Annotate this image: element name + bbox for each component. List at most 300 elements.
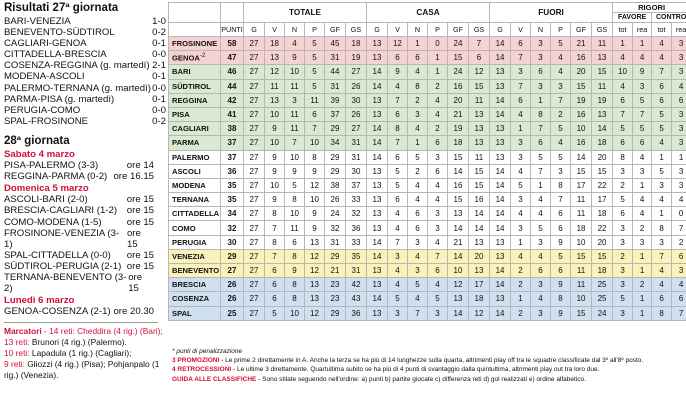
fixture-time: ore 15 (126, 194, 154, 206)
column-header: GF (325, 23, 346, 37)
stat-cell: 7 (511, 51, 531, 65)
result-score: 2-1 (152, 60, 166, 72)
stat-cell: 10 (571, 122, 592, 136)
column-header: P (551, 23, 571, 37)
stat-cell: 2 (613, 249, 633, 263)
stat-cell: 6 (551, 264, 571, 278)
column-header: P (428, 23, 448, 37)
stat-cell: 16 (469, 193, 490, 207)
stat-cell: 11 (571, 278, 592, 292)
stat-cell: 4 (428, 193, 448, 207)
result-match: BENEVENTO-SÜDTIROL (4, 27, 115, 39)
stat-cell: 6 (388, 51, 408, 65)
stat-cell: 15 (571, 164, 592, 178)
stat-cell: 13 (490, 136, 511, 150)
stat-cell: 7 (672, 306, 686, 320)
scorers-line-1: - 14 reti: Cheddira (4 rig.) (Bari); (41, 326, 163, 337)
team-label: BENEVENTO (172, 266, 220, 276)
stat-cell: 1 (531, 178, 551, 192)
stat-cell: 9 (285, 51, 305, 65)
stat-cell: 39 (325, 93, 346, 107)
fixture-match: REGGINA-PARMA (0-2) (4, 171, 108, 183)
stat-cell: 23 (325, 278, 346, 292)
stat-cell: 27 (244, 235, 265, 249)
stat-cell: 31 (346, 136, 367, 150)
stat-cell: 3 (428, 207, 448, 221)
stat-cell: 3 (388, 249, 408, 263)
points-cell: 42 (221, 93, 244, 107)
column-header: N (285, 23, 305, 37)
team-name (169, 278, 221, 292)
scorers-line-3-label: 10 reti: (4, 348, 30, 359)
stat-cell: 9 (305, 207, 325, 221)
stat-cell: 1 (633, 178, 652, 192)
fixture-row (4, 250, 168, 261)
result-row (4, 16, 168, 27)
stat-cell: 14 (490, 93, 511, 107)
stat-cell: 27 (244, 93, 265, 107)
stat-cell: 3 (672, 164, 686, 178)
table-row (169, 65, 686, 79)
stat-cell: 14 (367, 79, 388, 93)
contro-header: CONTRO (655, 14, 686, 21)
stat-cell: 9 (265, 164, 285, 178)
stat-cell: 15 (469, 164, 490, 178)
stat-cell: 4 (633, 193, 652, 207)
column-header: rea (633, 23, 652, 37)
stat-cell: 15 (571, 79, 592, 93)
stat-cell: 29 (325, 306, 346, 320)
stat-cell: 1 (633, 37, 652, 51)
stat-cell: 14 (367, 249, 388, 263)
result-match: PALERMO-TERNANA (g. martedì) (4, 82, 151, 94)
stat-cell: 3 (511, 193, 531, 207)
result-row (4, 94, 168, 105)
stat-cell: 5 (388, 292, 408, 306)
stat-cell: 8 (285, 278, 305, 292)
stat-cell: 7 (265, 249, 285, 263)
stat-cell: 9 (551, 278, 571, 292)
result-score: 0-1 (152, 71, 166, 83)
team-name (169, 249, 221, 263)
stat-cell: 5 (551, 37, 571, 51)
result-match: MODENA-ASCOLI (4, 71, 85, 83)
stat-cell: 3 (633, 79, 652, 93)
stat-cell: 4 (428, 235, 448, 249)
fixture-match: SPAL-CITTADELLA (0-0) (4, 249, 111, 261)
stat-cell: 27 (244, 292, 265, 306)
table-row (169, 221, 686, 235)
stat-cell: 4 (531, 207, 551, 221)
table-row (169, 164, 686, 178)
rigori-header: RIGORI FAVORE CONTRO (613, 3, 686, 23)
team-label: TERNANA (172, 195, 210, 205)
scorers-line-4: Gliozzi (4 rig.) (Pisa); Pohjanpalo (1 rig.) (Venezia). (4, 359, 160, 381)
stat-cell: 27 (244, 306, 265, 320)
relegation-text: - Le ultime 3 direttamente. Quartultima subito se ha più di 4 punti di svantaggio dalla quintultima, altrimenti play out tra loro due. (231, 366, 600, 374)
stat-cell: 5 (388, 178, 408, 192)
stat-cell: 11 (469, 150, 490, 164)
column-header: GS (346, 23, 367, 37)
stat-cell: 6 (305, 107, 325, 121)
stat-cell: 6 (469, 51, 490, 65)
stat-cell: 2 (511, 306, 531, 320)
penalty-note: * punti di penalizzazione (172, 348, 243, 355)
stat-cell: 9 (305, 221, 325, 235)
result-score: 0-0 (152, 104, 166, 116)
stat-cell: 5 (652, 122, 672, 136)
team-label: BARI (172, 67, 191, 77)
stat-cell: 6 (551, 207, 571, 221)
stat-cell: 38 (325, 178, 346, 192)
fixture-row (4, 205, 168, 216)
stat-cell: 19 (346, 51, 367, 65)
team-label: COSENZA (172, 294, 210, 304)
fuori-header: FUORI (490, 3, 613, 23)
stat-cell: 3 (672, 51, 686, 65)
stat-cell: 27 (244, 79, 265, 93)
stat-cell: 3 (511, 136, 531, 150)
result-score: 0-2 (152, 27, 166, 39)
stat-cell: 14 (490, 107, 511, 121)
stat-cell: 13 (367, 107, 388, 121)
stat-cell: 4 (652, 264, 672, 278)
stat-cell: 27 (244, 136, 265, 150)
stat-cell: 27 (244, 107, 265, 121)
stat-cell: 4 (613, 79, 633, 93)
totale-header: TOTALE (244, 3, 367, 23)
stat-cell: 9 (633, 65, 652, 79)
stat-cell: 4 (285, 37, 305, 51)
stat-cell: 25 (592, 292, 613, 306)
stat-cell: 1 (633, 292, 652, 306)
stat-cell: 6 (408, 207, 428, 221)
column-header: GF (571, 23, 592, 37)
standings-table-wrapper (168, 2, 686, 321)
stat-cell: 3 (551, 79, 571, 93)
stat-cell: 31 (325, 235, 346, 249)
result-score: 0-0 (152, 49, 166, 61)
stat-cell: 14 (490, 37, 511, 51)
stat-cell: 4 (388, 278, 408, 292)
stat-cell: 5 (531, 150, 551, 164)
stat-cell: 5 (613, 193, 633, 207)
result-row (4, 38, 168, 49)
stat-cell: 43 (346, 292, 367, 306)
stat-cell: 8 (408, 79, 428, 93)
fixture-time: ore 15 (128, 271, 143, 295)
stat-cell: 4 (408, 178, 428, 192)
stat-cell: 42 (346, 278, 367, 292)
team-label: REGGINA (172, 95, 208, 105)
guide-text: - Sono stilate seguendo nell'ordine: a) punti b) partite giocate c) differenza reti d) gol realizzati e) ordine alfabetico. (256, 375, 586, 383)
points-cell: 46 (221, 65, 244, 79)
fixture-match: BRESCIA-CAGLIARI (1-2) (4, 205, 118, 217)
result-match: COSENZA-REGGINA (g. martedì) (4, 60, 150, 72)
stat-cell: 14 (490, 178, 511, 192)
stat-cell: 4 (531, 249, 551, 263)
stat-cell: 17 (469, 278, 490, 292)
stat-cell: 7 (469, 37, 490, 51)
stat-cell: 9 (305, 164, 325, 178)
stat-cell: 6 (285, 235, 305, 249)
scorers-line-2: Brunori (4 rig.) (Palermo). (29, 337, 127, 348)
team-name (169, 235, 221, 249)
stat-cell: 21 (448, 107, 469, 121)
stat-cell: 37 (325, 107, 346, 121)
stat-cell: 15 (571, 306, 592, 320)
fixture-row (4, 228, 168, 250)
stat-cell: 31 (325, 51, 346, 65)
stat-cell: 7 (265, 221, 285, 235)
stat-cell: 15 (448, 51, 469, 65)
stat-cell: 30 (346, 164, 367, 178)
stat-cell: 11 (571, 193, 592, 207)
result-score: 0-1 (152, 38, 166, 50)
table-row (169, 264, 686, 278)
stat-cell: 3 (511, 150, 531, 164)
stat-cell: 13 (490, 249, 511, 263)
stat-cell: 5 (613, 292, 633, 306)
stat-cell: 4 (652, 37, 672, 51)
stat-cell: 13 (367, 51, 388, 65)
stat-cell: 9 (551, 306, 571, 320)
team-label: FROSINONE (172, 39, 218, 49)
stat-cell: 2 (672, 235, 686, 249)
stat-cell: 16 (448, 79, 469, 93)
stat-cell: 6 (633, 136, 652, 150)
stat-cell: 3 (531, 235, 551, 249)
stat-cell: 14 (490, 306, 511, 320)
stat-cell: 27 (244, 122, 265, 136)
stat-cell: 15 (469, 79, 490, 93)
team-name (169, 79, 221, 93)
team-label: SPAL (172, 308, 192, 318)
corner-cell (169, 3, 221, 23)
stat-cell: 19 (571, 93, 592, 107)
stat-cell: 2 (428, 122, 448, 136)
table-row (169, 122, 686, 136)
stat-cell: 13 (305, 235, 325, 249)
stat-cell: 8 (285, 193, 305, 207)
scorers-label: Marcatori (4, 326, 42, 337)
stat-cell: 13 (367, 221, 388, 235)
stat-cell: 12 (305, 264, 325, 278)
team-label: PERUGIA (172, 237, 207, 247)
team-name (169, 93, 221, 107)
stat-cell: 11 (592, 79, 613, 93)
stat-cell: 1 (408, 136, 428, 150)
stat-cell: 13 (490, 122, 511, 136)
stat-cell: 6 (511, 37, 531, 51)
stat-cell: 5 (305, 79, 325, 93)
stat-cell: 15 (448, 150, 469, 164)
stat-cell: 18 (469, 292, 490, 306)
stat-cell: 4 (633, 51, 652, 65)
stat-cell: 4 (633, 150, 652, 164)
stat-cell: 20 (571, 65, 592, 79)
stat-cell: 8 (551, 178, 571, 192)
stat-cell: 12 (388, 37, 408, 51)
stat-cell: 13 (469, 122, 490, 136)
stat-cell: 14 (490, 164, 511, 178)
stat-cell: 2 (551, 107, 571, 121)
team-label: CAGLIARI (172, 124, 209, 134)
fixture-time: ore 15 (126, 227, 141, 250)
fixture-match: SÜDTIROL-PERUGIA (2-1) (4, 260, 122, 272)
team-name (169, 150, 221, 164)
stat-cell: 27 (244, 264, 265, 278)
stat-cell: 13 (592, 107, 613, 121)
stat-cell: 6 (388, 193, 408, 207)
guide-label: GUIDA ALLE CLASSIFICHE (172, 375, 257, 383)
stat-cell: 15 (571, 249, 592, 263)
points-cell: 25 (221, 306, 244, 320)
table-row (169, 278, 686, 292)
stat-cell: 3 (672, 107, 686, 121)
result-score: 0-0 (152, 82, 166, 94)
stat-cell: 3 (388, 306, 408, 320)
stat-cell: 4 (672, 193, 686, 207)
stat-cell: 36 (346, 306, 367, 320)
fixture-row (4, 160, 168, 171)
stat-cell: 13 (469, 235, 490, 249)
stat-cell: 5 (652, 164, 672, 178)
stat-cell: 29 (325, 122, 346, 136)
stat-cell: 19 (448, 122, 469, 136)
team-label: PARMA (172, 138, 200, 148)
stat-cell: 7 (613, 107, 633, 121)
stat-cell: 5 (265, 306, 285, 320)
stat-cell: 14 (367, 65, 388, 79)
table-row (169, 93, 686, 107)
stat-cell: 13 (367, 264, 388, 278)
team-name (169, 37, 221, 51)
stat-cell: 11 (592, 37, 613, 51)
stat-cell: 14 (367, 136, 388, 150)
stat-cell: 10 (571, 235, 592, 249)
relegation-label: 4 RETROCESSIONI (172, 366, 232, 374)
table-row (169, 207, 686, 221)
team-label: VENEZIA (172, 251, 205, 261)
team-name (169, 136, 221, 150)
stat-cell: 3 (428, 221, 448, 235)
stat-cell: 20 (592, 150, 613, 164)
favore-header: FAVORE (613, 13, 652, 22)
stat-cell: 4 (511, 207, 531, 221)
points-cell: 35 (221, 178, 244, 192)
stat-cell: 14 (469, 221, 490, 235)
stat-cell: 6 (265, 278, 285, 292)
stat-cell: 37 (346, 178, 367, 192)
stat-cell: 13 (490, 150, 511, 164)
stat-cell: 13 (490, 79, 511, 93)
stat-cell: 8 (652, 221, 672, 235)
stat-cell: 4 (428, 178, 448, 192)
stat-cell: 7 (388, 93, 408, 107)
stat-cell: 1 (633, 306, 652, 320)
fixture-match: PISA-PALERMO (3-3) (4, 160, 99, 172)
stat-cell: 4 (408, 193, 428, 207)
stat-cell: 3 (672, 37, 686, 51)
stat-cell: 27 (244, 65, 265, 79)
stat-cell: 27 (244, 278, 265, 292)
stat-cell: 3 (408, 107, 428, 121)
stat-cell: 5 (633, 122, 652, 136)
stat-cell: 6 (408, 221, 428, 235)
result-match: PERUGIA-COMO (4, 104, 81, 116)
points-cell: 38 (221, 122, 244, 136)
stat-cell: 6 (531, 136, 551, 150)
standings-table (168, 2, 686, 321)
table-row (169, 150, 686, 164)
stat-cell: 3 (428, 150, 448, 164)
stat-cell: 6 (672, 292, 686, 306)
stat-cell: 3 (531, 79, 551, 93)
stat-cell: 1 (428, 51, 448, 65)
stat-cell: 15 (448, 193, 469, 207)
stat-cell: 19 (592, 93, 613, 107)
stat-cell: 12 (265, 65, 285, 79)
casa-header: CASA (367, 3, 490, 23)
stat-cell: 5 (408, 150, 428, 164)
stat-cell: 13 (367, 278, 388, 292)
stat-cell: 4 (408, 249, 428, 263)
next-round-title: 28ª giornata (4, 134, 70, 147)
table-row (169, 178, 686, 192)
stat-cell: 7 (305, 122, 325, 136)
stat-cell: 4 (428, 93, 448, 107)
result-match: BARI-VENEZIA (4, 16, 71, 27)
stat-cell: 13 (265, 93, 285, 107)
stat-cell: 31 (325, 79, 346, 93)
stat-cell: 44 (325, 65, 346, 79)
stat-cell: 11 (571, 264, 592, 278)
stat-cell: 10 (265, 136, 285, 150)
table-row (169, 306, 686, 320)
points-cell: 26 (221, 292, 244, 306)
stat-cell: 27 (346, 65, 367, 79)
stat-cell: 14 (490, 278, 511, 292)
stat-cell: 7 (652, 249, 672, 263)
stat-cell: 7 (672, 221, 686, 235)
stat-cell: 7 (551, 193, 571, 207)
stat-cell: 7 (408, 306, 428, 320)
stat-cell: 12 (469, 306, 490, 320)
column-header: V (511, 23, 531, 37)
stat-cell: 3 (531, 278, 551, 292)
scorers-line-3: Lapadula (1 rig.) (Cagliari); (29, 348, 132, 359)
stat-cell: 14 (469, 207, 490, 221)
stat-cell: 0 (672, 207, 686, 221)
stat-cell: 7 (285, 136, 305, 150)
stat-cell: 10 (285, 150, 305, 164)
points-cell: 36 (221, 164, 244, 178)
fixture-row (4, 272, 168, 294)
stat-cell: 4 (652, 136, 672, 150)
stat-cell: 5 (305, 37, 325, 51)
results-list (4, 16, 168, 127)
team-label: MODENA (172, 180, 206, 190)
stat-cell: 3 (672, 264, 686, 278)
stat-cell: 1 (511, 292, 531, 306)
stat-cell: 13 (367, 193, 388, 207)
divider (4, 322, 158, 323)
stat-cell: 6 (408, 51, 428, 65)
column-header: G (490, 23, 511, 37)
fixture-row (4, 171, 168, 182)
stat-cell: 8 (265, 235, 285, 249)
